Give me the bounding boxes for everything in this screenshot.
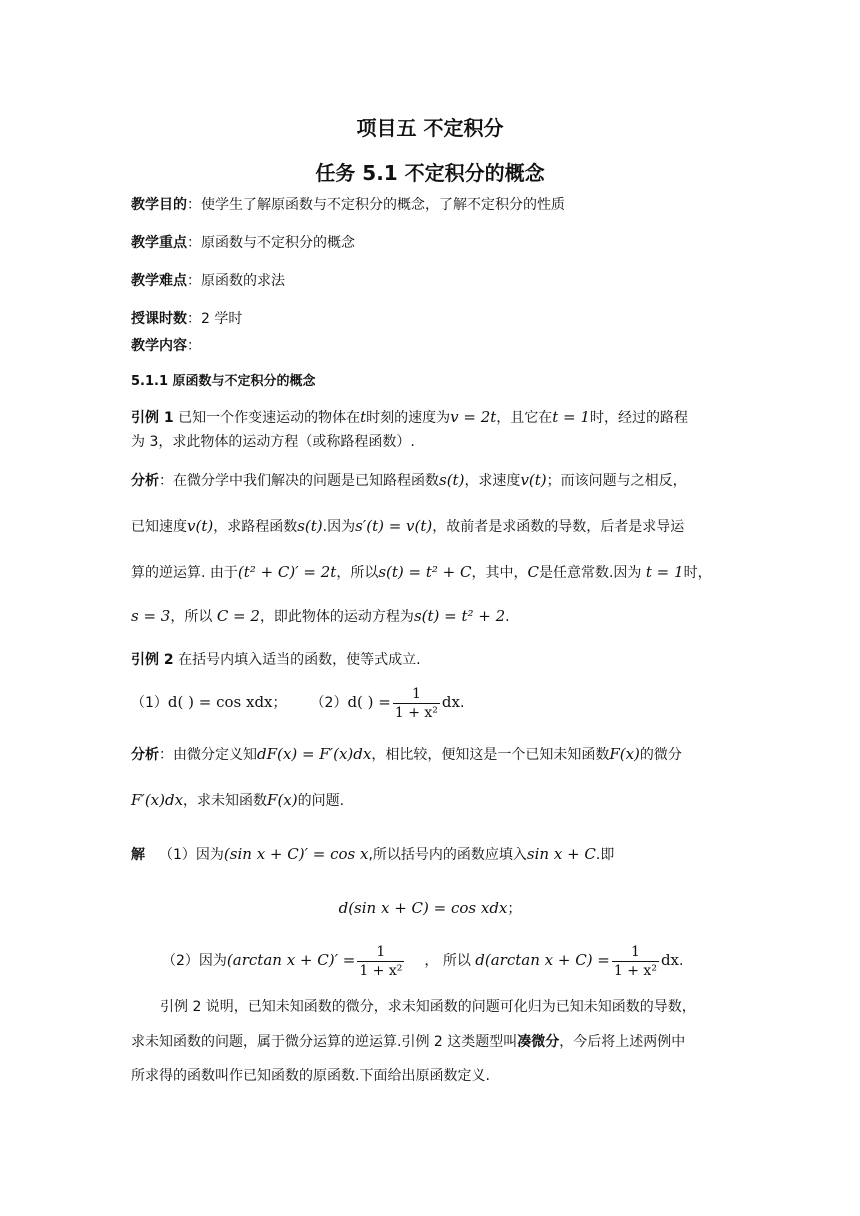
analysis1-text: 时， — [683, 565, 712, 581]
math-d-sin: d(sin x + C) = cos xdx — [338, 899, 508, 917]
task-title: 任务 5.1 不定积分的概念 — [315, 161, 545, 185]
math-fx: F(x) — [609, 745, 640, 763]
content-label: 教学内容 — [131, 338, 187, 354]
math-sprime: s′(t) = v(t) — [355, 517, 433, 535]
item2-prefix: （2） — [310, 695, 348, 711]
math-st: s(t) — [439, 471, 465, 489]
math-vt: v(t) — [187, 517, 214, 535]
math-t: t — [360, 408, 367, 426]
example1-label: 引例 1 — [131, 410, 174, 426]
teaching-difficulty — [131, 271, 285, 291]
teaching-key — [131, 233, 355, 253]
example2-text: 在括号内填入适当的函数，使等式成立. — [173, 652, 421, 668]
math-v2t: v = 2t — [450, 408, 497, 426]
analysis1-text: ，所以 — [336, 565, 379, 581]
analysis2-text: ，求未知函数 — [183, 793, 268, 809]
content-text: ： — [187, 338, 201, 354]
analysis1-line4 — [131, 606, 510, 627]
math-d-cos: d( ) = cos xdx — [167, 693, 273, 711]
difficulty-text: ：原函数的求法 — [187, 273, 285, 289]
math-motion: s(t) = t² + 2 — [413, 607, 506, 625]
solution-text: .即 — [595, 847, 615, 863]
fraction-denominator: 1 + x² — [394, 704, 438, 721]
fraction-numerator: 1 — [630, 943, 640, 960]
difficulty-label: 教学难点 — [131, 273, 187, 289]
math-fpx: F′(x)dx — [131, 791, 184, 809]
math-sin-deriv: (sin x + C)′ = cos x — [223, 845, 369, 863]
closing-line2 — [131, 1032, 685, 1052]
example1-text: 已知一个作变速运动的物体在 — [173, 410, 361, 426]
math-sinxc: sin x + C — [526, 845, 596, 863]
math-fx: F(x) — [267, 791, 298, 809]
analysis1-line2 — [131, 516, 684, 537]
analysis1-text: ，求路程函数 — [213, 519, 298, 535]
hours-text: ：2 学时 — [187, 311, 243, 327]
math-deriv: (t² + C)′ = 2t — [237, 563, 337, 581]
analysis1-text: ，故前者是求函数的导数，后者是求导运 — [432, 519, 685, 535]
fraction-numerator: 1 — [411, 685, 421, 702]
solution-line1 — [131, 844, 614, 865]
math-c: C — [527, 563, 539, 581]
solution-label: 解 — [131, 847, 145, 863]
solution-center-eq — [0, 898, 860, 919]
analysis2-text: 的微分 — [639, 747, 682, 763]
goal-label: 教学目的 — [131, 197, 187, 213]
math-c2: C = 2 — [216, 607, 260, 625]
example2-items: （1）d( ) = cos xdx； （2）d( ) = $\frac{1}{\text{1 + x²}}$ dx. — [131, 685, 465, 721]
fraction-numerator: 1 — [376, 943, 386, 960]
fraction-denominator: 1 + x² — [359, 962, 403, 979]
item1-prefix: （1） — [131, 695, 168, 711]
analysis2-text: ，相比较，便知这是一个已知未知函数 — [371, 747, 610, 763]
key-label: 教学重点 — [131, 235, 187, 251]
math-dx: dx — [441, 693, 460, 711]
math-df: dF(x) = F′(x)dx — [257, 745, 372, 763]
fraction-denominator: 1 + x² — [613, 962, 657, 979]
example2-line — [131, 650, 421, 670]
analysis2-line1 — [131, 744, 682, 765]
analysis2-text: 的问题. — [297, 793, 345, 809]
solution-text: . — [679, 953, 684, 969]
solution-text: ； — [507, 901, 522, 917]
analysis1-text: 算的逆运算. 由于 — [131, 565, 238, 581]
page-title: 项目五 不定积分 — [356, 116, 504, 140]
key-text: ：原函数与不定积分的概念 — [187, 235, 355, 251]
analysis2-line2 — [131, 790, 344, 811]
math-d-open: d( ) = — [347, 693, 391, 711]
analysis1-text: .因为 — [322, 519, 356, 535]
analysis1-text: ，其中， — [471, 565, 528, 581]
example1-line1 — [131, 407, 688, 428]
analysis1-line3 — [131, 562, 712, 583]
math-s3: s = 3 — [131, 607, 171, 625]
closing-text: 求未知函数的问题，属于微分运算的逆运算.引例 2 这类题型叫 — [131, 1034, 518, 1050]
math-arctan-deriv: (arctan x + C)′ = — [226, 951, 356, 969]
teaching-hours — [131, 309, 242, 329]
math-vt: v(t) — [520, 471, 547, 489]
item-sep: ； — [272, 695, 287, 711]
analysis1-text: ，求速度 — [464, 473, 521, 489]
solution-line2 — [162, 938, 683, 982]
section-heading: 5.1.1 原函数与不定积分的概念 — [131, 374, 316, 389]
analysis2-text: ：由微分定义知 — [159, 747, 257, 763]
closing-text: ，今后将上述两例中 — [559, 1034, 686, 1050]
analysis1-text: . — [505, 609, 510, 625]
analysis1-text: ：在微分学中我们解决的问题是已知路程函数 — [159, 473, 439, 489]
example1-text: ，且它在 — [496, 410, 553, 426]
analysis1-text: ，所以 — [170, 609, 217, 625]
analysis2-label: 分析 — [131, 747, 159, 763]
teaching-content — [131, 336, 201, 356]
closing-line1: 引例 2 说明，已知未知函数的微分，求未知函数的问题可化归为已知未知函数的导数， — [160, 999, 696, 1015]
example1-line2: 为 3，求此物体的运动方程（或称路程函数）. — [131, 434, 415, 450]
analysis1-text: ，即此物体的运动方程为 — [259, 609, 414, 625]
example1-text: 时刻的速度为 — [366, 410, 451, 426]
fraction — [393, 685, 440, 722]
fraction — [357, 943, 404, 980]
fraction — [612, 943, 659, 980]
solution-text: （2）因为 — [162, 953, 227, 969]
math-dx: dx — [660, 951, 679, 969]
goal-text: ：使学生了解原函数与不定积分的概念，了解不定积分的性质 — [187, 197, 565, 213]
example2-label: 引例 2 — [131, 652, 174, 668]
math-t1: t = 1 — [645, 563, 684, 581]
analysis1-line1 — [131, 470, 687, 491]
analysis1-text: 是任意常数.因为 — [538, 565, 646, 581]
closing-term: 凑微分 — [517, 1034, 560, 1050]
math-st: s(t) — [297, 517, 323, 535]
solution-text: ,所以括号内的函数应填入 — [368, 847, 527, 863]
math-t1: t = 1 — [552, 408, 590, 426]
solution-text: （1）因为 — [159, 847, 224, 863]
analysis1-text: ；而该问题与之相反， — [546, 473, 687, 489]
teaching-goal — [131, 195, 565, 215]
example1-text: 时，经过的路程 — [589, 410, 688, 426]
solution-text: ， 所以 — [424, 953, 476, 969]
math-d-arctan: d(arctan x + C) = — [475, 951, 610, 969]
analysis1-text: 已知速度 — [131, 519, 187, 535]
closing-line3: 所求得的函数叫作已知函数的原函数.下面给出原函数定义. — [131, 1068, 490, 1084]
math-st-eq: s(t) = t² + C — [378, 563, 472, 581]
analysis1-label: 分析 — [131, 473, 159, 489]
hours-label: 授课时数 — [131, 311, 187, 327]
